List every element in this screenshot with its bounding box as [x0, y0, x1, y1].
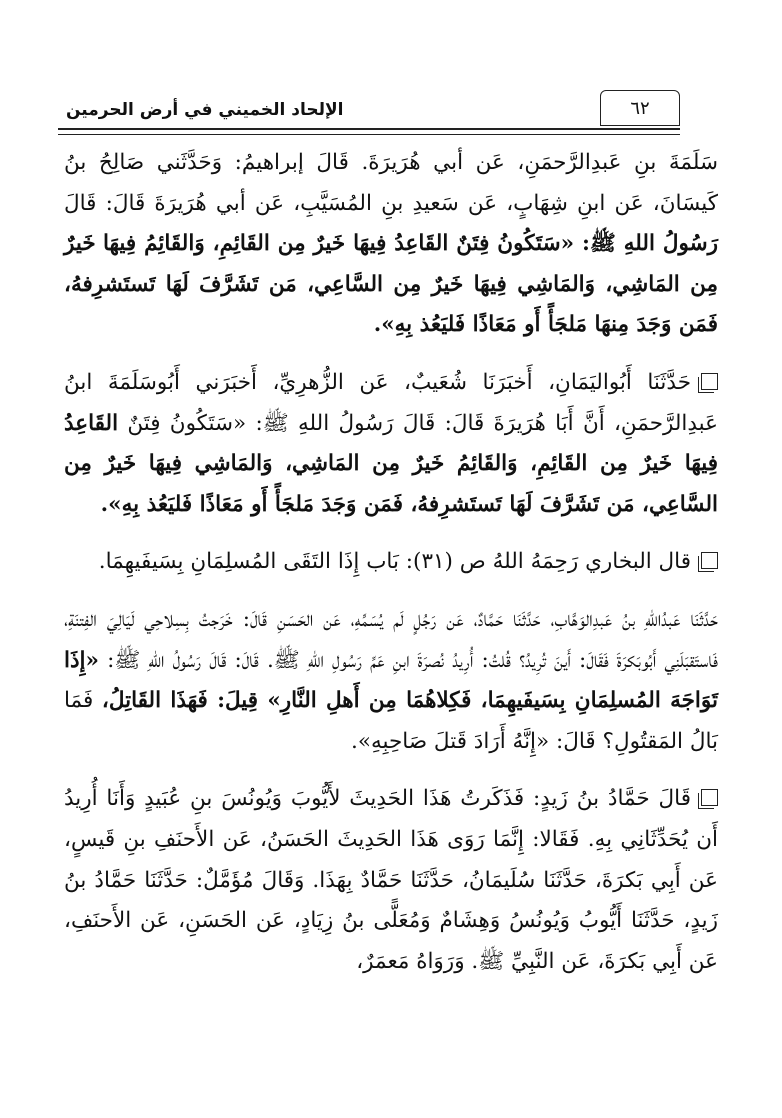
page-body [64, 143, 718, 995]
page-number: ٦٢ [630, 97, 650, 119]
text-line: سَلَمَةَ بنِ عَبدِالرَّحمَنِ، عَن أبي هُرَيرَةَ. قَالَ إبراهيمُ: وَحَدَّثَني صَالِحُ بنُ [64, 150, 718, 175]
text-line: السَّاعِي، مَن تَشَرَّفَ لَهَا تَستَشرِفهُ، فَمَن وَجَدَ مَلجَأً أَو مَعَاذًا فَليَعُذ بِهِ». [100, 491, 718, 517]
text-line: فَمَا بَالُ المَقتُولِ؟ قَالَ: «إِنَّهُ أَرَادَ قَتلَ صَاحِبِهِ». [64, 688, 718, 754]
text-line: الحَسَنِ قَالَ: خَرَجتُ بِسِلاحِي لَيَالِيَ الفِتنَةِ، فَاستَقبَلَنِي أَبُوبَكرَةَ فَقَالَ: أَينَ [64, 606, 718, 673]
text-line: وَأَنَا أُرِيدُ أَن يُحَدِّثَانِي بِهِ. فَقَالا: إِنَّمَا رَوَى هَذَا الحَدِيثَ الحَسَنُ، عَن [64, 786, 718, 852]
paragraph-chapter-heading [64, 542, 718, 583]
header-rule-thin [58, 134, 680, 135]
square-bullet-icon [701, 373, 718, 390]
square-bullet-icon [701, 552, 718, 569]
text-line: خَيرٌ مِن المَاشِي، وَالمَاشِي فِيهَا خَيرٌ مِن السَّاعِي، مَن تَشَرَّفَ لَهَا تَستَشرِفهُ، [64, 231, 718, 297]
paragraph-hadith-2 [64, 363, 718, 525]
paragraph-hadith-3 [64, 600, 718, 762]
text-line: الأَحنَفِ بنِ قَيسٍ، عَن أَبِي بَكرَةَ، حَدَّثَنَا سُلَيمَانُ، حَدَّثَنَا حَمَّادٌ بِهَذَا. وَقَالَ [64, 826, 718, 893]
text-line: قَالَ حَمَّادُ بنُ زَيدٍ: فَذَكَرتُ هَذَا الحَدِيثَ لأَيُّوبَ وَيُونُسَ بنِ عُبَيدٍ [144, 786, 691, 812]
text-line: فَمَن وَجَدَ مِنهَا مَلجَأً أَو مَعَاذًا فَليَعُذ بِهِ». [373, 312, 718, 338]
text-line: قال البخاري رَحِمَهُ اللهُ ص (٣١): بَاب إِذَا التَقَى المُسلِمَانِ بِسَيفَيهِمَا. [98, 549, 691, 575]
text-line: «إِذَا تَوَاجَهَ المُسلِمَانِ بِسَيفَيهِمَا، فَكِلاهُمَا مِن أَهلِ النَّارِ» قِيلَ: فَهَذَا القَاتِلُ، [64, 647, 718, 714]
running-title: الإلحاد الخميني في أرض الحرمين [66, 100, 344, 120]
text-line: كَيسَانَ، عَن ابنِ شِهَابٍ، عَن سَعيدِ بنِ المُسَيَّبِ، عَن أبي هُرَيرَةَ قَالَ: قَالَ [64, 190, 718, 216]
text-line: القَاعِدُ فِيهَا خَيرٌ مِن القَائِمِ، وَالقَائِمُ خَيرٌ مِن المَاشِي، وَالمَاشِي فِيهَا خَيرٌ مِن [64, 410, 718, 477]
text-line: مُؤَمَّلٌ: حَدَّثَنَا حَمَّادُ بنُ زَيدٍ، حَدَّثَنَا أَيُّوبُ وَيُونُسُ وَهِشَامٌ وَمُعَلًّى بنُ زِيَادٍ، [64, 867, 718, 934]
text-line: حَدَّثَنَا أَبُواليَمَانِ، أَخبَرَنَا شُعَيبٌ، عَن الزُّهرِيِّ، أَخبَرَني أَبُوسَلَمَةَ [107, 369, 691, 395]
text-line: تُرِيدُ؟ قُلتُ: أُرِيدُ نُصرَةَ ابنِ عَمِّ رَسُولِ اللهِ ﷺ. قَالَ: قَالَ رَسُولُ اللهِ ﷺ: [107, 647, 546, 673]
running-header [58, 90, 680, 130]
square-bullet-icon [701, 789, 718, 806]
text-line: حَدَّثَنَا عَبدُاللهِ بنُ عَبدِالوَهَّابِ، حَدَّثَنَا حَمَّادٌ، عَن رَجُلٍ لَم يُسَمِّهِ، عَن [323, 606, 718, 632]
text-line: عَن الحَسَنِ، عَن الأَحنَفِ، عَن أَبِي بَكرَةَ، عَن النَّبِيِّ ﷺ. وَرَوَاهُ مَعمَرٌ، [64, 908, 718, 974]
text-line: رَسُولُ اللهِ ﷺ: «سَتَكُونُ فِتَنٌ القَاعِدُ فِيهَا خَيرٌ مِن القَائِمِ، وَالقَائِمُ فِيهَا [102, 231, 718, 257]
page-number-box [600, 90, 680, 126]
header-rule [58, 128, 680, 130]
text-line: ابنُ عَبدِالرَّحمَنِ، أَنَّ أَبَا هُرَيرَةَ قَالَ: قَالَ رَسُولُ اللهِ ﷺ: «سَتَكُونُ فِتَنٌ [64, 369, 718, 436]
paragraph-hadith-4 [64, 779, 718, 982]
paragraph-hadith-chain-1 [64, 143, 718, 346]
